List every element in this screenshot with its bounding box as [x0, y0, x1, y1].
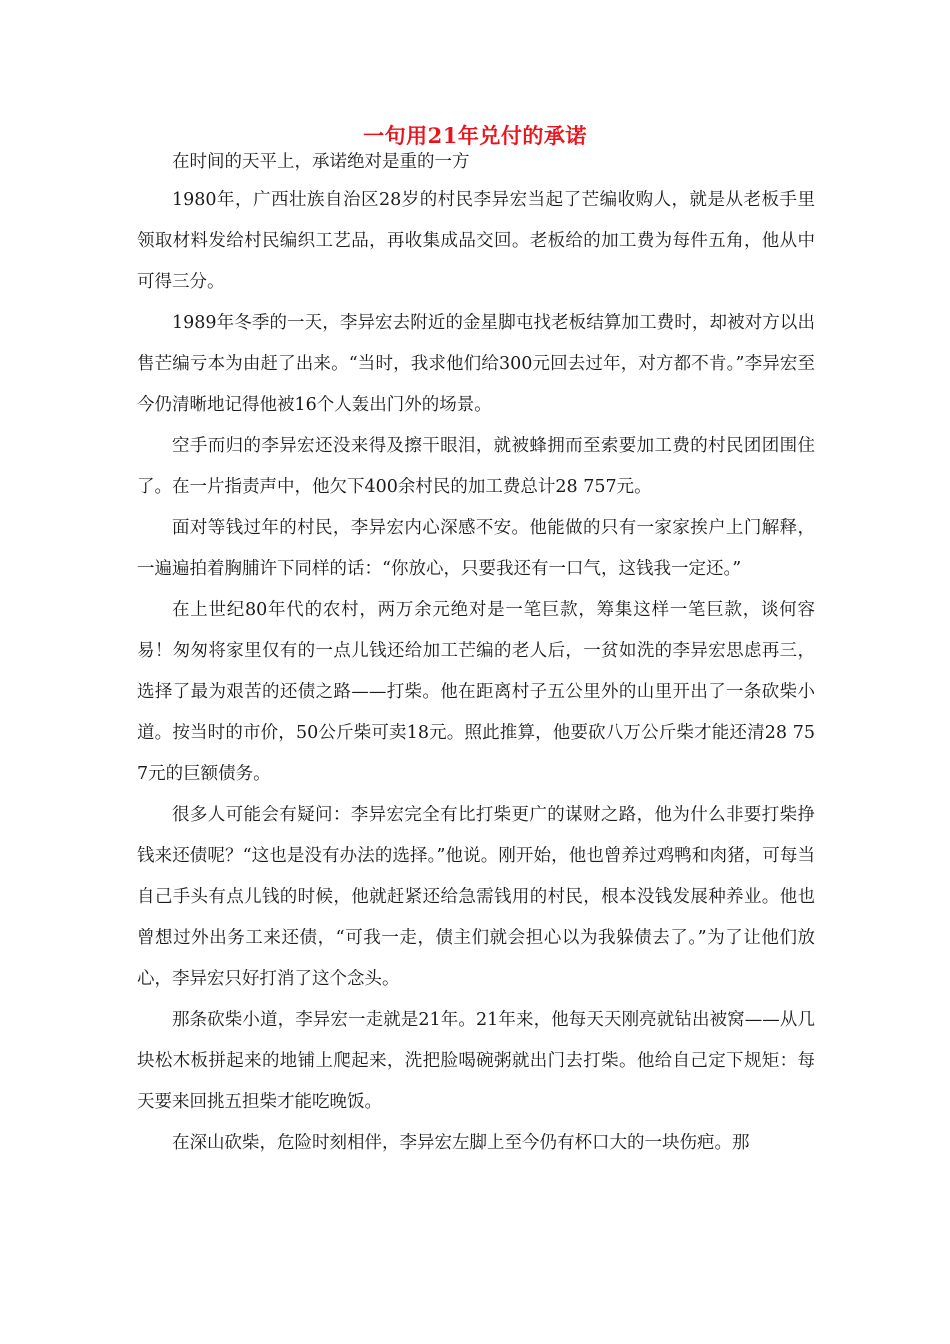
paragraph: 空手而归的李异宏还没来得及擦干眼泪，就被蜂拥而至索要加工费的村民团团围住了。在一片指责声中，他欠下400余村民的加工费总计28 757元。 — [137, 436, 815, 497]
paragraph: 在上世纪80年代的农村，两万余元绝对是一笔巨款，筹集这样一笔巨款，谈何容易！匆匆将家里仅有的一点儿钱还给加工芒编的老人后，一贫如洗的李异宏思虑再三，选择了最为艰苦的还债之路——打柴。他在距离村子五公里外的山里开出了一条砍柴小道。按当时的市价，50公斤柴可卖18元。照此推算，他要砍八万公斤柴才能还清28 757元的巨额债务。 — [137, 600, 815, 784]
paragraph: 1989年冬季的一天，李异宏去附近的金星脚屯找老板结算加工费时，却被对方以出售芒编亏本为由赶了出来。“当时，我求他们给300元回去过年，对方都不肯。”李异宏至今仍清晰地记得他被16个人轰出门外的场景。 — [137, 313, 815, 415]
document-title: 一句用21年兑付的承诺 — [363, 123, 587, 148]
paragraph: 1980年，广西壮族自治区28岁的村民李异宏当起了芒编收购人，就是从老板手里领取材料发给村民编织工艺品，再收集成品交回。老板给的加工费为每件五角，他从中可得三分。 — [137, 190, 815, 292]
paragraph: 很多人可能会有疑问：李异宏完全有比打柴更广的谋财之路，他为什么非要打柴挣钱来还债呢？“这也是没有办法的选择。”他说。刚开始，他也曾养过鸡鸭和肉猪，可每当自己手头有点儿钱的时候，他就赶紧还给急需钱用的村民，根本没钱发展种养业。他也曾想过外出务工来还债，“可我一走，债主们就会担心以为我躲债去了。”为了让他们放心，李异宏只好打消了这个念头。 — [137, 805, 815, 989]
paragraph: 在深山砍柴，危险时刻相伴，李异宏左脚上至今仍有杯口大的一块伤疤。那 — [172, 1133, 750, 1153]
paragraph: 那条砍柴小道，李异宏一走就是21年。21年来，他每天天刚亮就钻出被窝——从几块松木板拼起来的地铺上爬起来，洗把脸喝碗粥就出门去打柴。他给自己定下规矩：每天要来回挑五担柴才能吃晚饭。 — [137, 1010, 815, 1112]
paragraph: 面对等钱过年的村民，李异宏内心深感不安。他能做的只有一家家挨户上门解释，一遍遍拍着胸脯许下同样的话：“你放心，只要我还有一口气，这钱我一定还。” — [137, 518, 815, 579]
document-body — [137, 180, 815, 1164]
document-subtitle: 在时间的天平上，承诺绝对是重的一方 — [172, 152, 470, 172]
